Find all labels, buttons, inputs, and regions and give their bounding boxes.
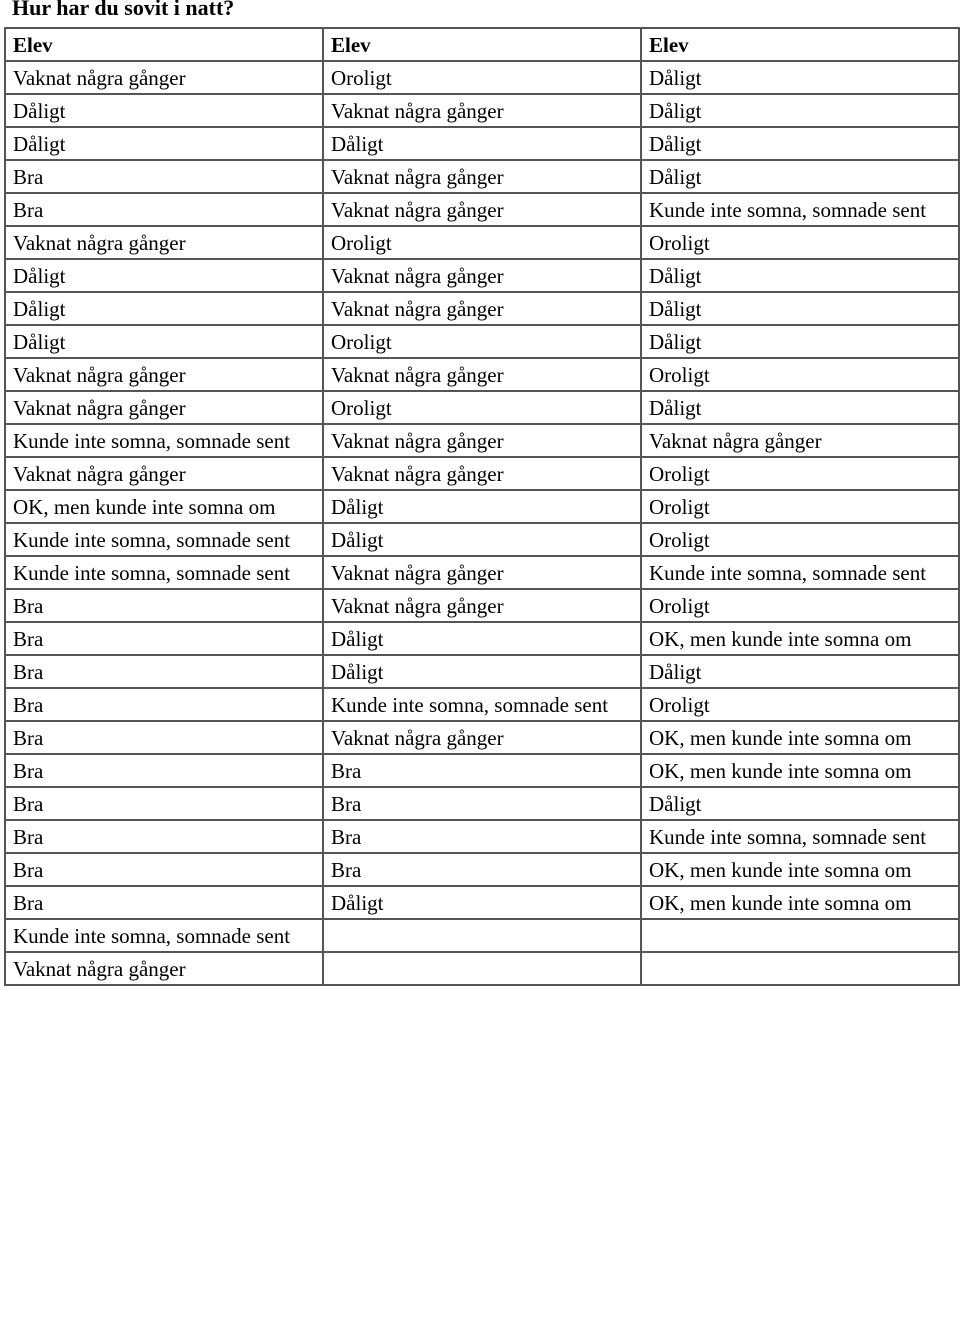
table-cell: Bra	[5, 655, 323, 688]
table-cell: Bra	[5, 193, 323, 226]
table-cell: Bra	[5, 688, 323, 721]
table-cell: OK, men kunde inte somna om	[641, 721, 959, 754]
table-cell: Oroligt	[641, 523, 959, 556]
table-row	[5, 820, 959, 853]
table-cell: Dåligt	[641, 127, 959, 160]
header-row	[5, 28, 959, 61]
table-cell: Bra	[5, 754, 323, 787]
table-cell: Bra	[5, 721, 323, 754]
table-cell: Dåligt	[5, 94, 323, 127]
table-row	[5, 292, 959, 325]
table-cell	[323, 919, 641, 952]
table-row	[5, 952, 959, 985]
table-cell: Vaknat några gånger	[323, 358, 641, 391]
table-cell	[641, 952, 959, 985]
table-row	[5, 61, 959, 94]
table-cell: Kunde inte somna, somnade sent	[5, 424, 323, 457]
table-row	[5, 787, 959, 820]
table-cell: Vaknat några gånger	[5, 952, 323, 985]
table-cell: Oroligt	[641, 688, 959, 721]
table-cell: Dåligt	[323, 490, 641, 523]
table-cell: Dåligt	[5, 259, 323, 292]
table-row	[5, 94, 959, 127]
table-cell: Oroligt	[641, 358, 959, 391]
table-cell: Dåligt	[641, 94, 959, 127]
table-cell: Kunde inte somna, somnade sent	[641, 820, 959, 853]
table-cell: Dåligt	[323, 523, 641, 556]
table-row	[5, 193, 959, 226]
table-row	[5, 556, 959, 589]
table-cell: OK, men kunde inte somna om	[641, 754, 959, 787]
table-cell: Dåligt	[641, 391, 959, 424]
sleep-survey-table	[4, 27, 960, 986]
table-cell: Kunde inte somna, somnade sent	[5, 523, 323, 556]
table-cell: Bra	[5, 589, 323, 622]
column-header-2: Elev	[323, 28, 641, 61]
table-cell: Dåligt	[641, 160, 959, 193]
table-cell: Dåligt	[641, 787, 959, 820]
table-cell: Dåligt	[5, 127, 323, 160]
table-row	[5, 886, 959, 919]
table-cell: Dåligt	[641, 259, 959, 292]
table-cell: Kunde inte somna, somnade sent	[5, 919, 323, 952]
table-cell: Vaknat några gånger	[5, 391, 323, 424]
table-cell: Kunde inte somna, somnade sent	[641, 193, 959, 226]
table-row	[5, 754, 959, 787]
table-cell	[641, 919, 959, 952]
table-cell: Bra	[5, 853, 323, 886]
column-header-3: Elev	[641, 28, 959, 61]
table-row	[5, 325, 959, 358]
table-cell: Bra	[5, 622, 323, 655]
table-row	[5, 589, 959, 622]
table-row	[5, 523, 959, 556]
table-cell: Kunde inte somna, somnade sent	[641, 556, 959, 589]
table-cell: Dåligt	[5, 292, 323, 325]
table-cell: Bra	[5, 160, 323, 193]
table-cell: Oroligt	[641, 457, 959, 490]
table-cell: Vaknat några gånger	[5, 226, 323, 259]
table-cell: Vaknat några gånger	[323, 193, 641, 226]
table-cell: Dåligt	[323, 622, 641, 655]
table-row	[5, 721, 959, 754]
table-cell: Vaknat några gånger	[323, 292, 641, 325]
table-cell: Oroligt	[641, 589, 959, 622]
table-cell: Kunde inte somna, somnade sent	[5, 556, 323, 589]
table-cell: Vaknat några gånger	[323, 556, 641, 589]
table-cell: Dåligt	[641, 325, 959, 358]
table-row	[5, 622, 959, 655]
table-row	[5, 919, 959, 952]
table-cell: Oroligt	[323, 391, 641, 424]
table-cell: Vaknat några gånger	[323, 457, 641, 490]
table-row	[5, 259, 959, 292]
table-cell: Oroligt	[641, 490, 959, 523]
table-cell: Vaknat några gånger	[323, 259, 641, 292]
table-cell: Vaknat några gånger	[5, 358, 323, 391]
table-cell: Bra	[5, 787, 323, 820]
table-cell: Oroligt	[323, 226, 641, 259]
table-cell: Vaknat några gånger	[5, 457, 323, 490]
table-row	[5, 127, 959, 160]
table-row	[5, 391, 959, 424]
table-cell: Bra	[323, 820, 641, 853]
table-cell: OK, men kunde inte somna om	[5, 490, 323, 523]
table-cell: Vaknat några gånger	[641, 424, 959, 457]
table-cell: Dåligt	[641, 61, 959, 94]
column-header-1: Elev	[5, 28, 323, 61]
table-cell: Kunde inte somna, somnade sent	[323, 688, 641, 721]
page-title: Hur har du sovit i natt?	[12, 0, 235, 20]
table-header	[5, 28, 959, 61]
table-cell: Dåligt	[323, 886, 641, 919]
table-row	[5, 160, 959, 193]
table-row	[5, 490, 959, 523]
table-row	[5, 655, 959, 688]
table-cell: Bra	[323, 853, 641, 886]
table-cell: Vaknat några gånger	[323, 589, 641, 622]
table-cell: Bra	[323, 754, 641, 787]
table-row	[5, 358, 959, 391]
table-cell: Dåligt	[323, 127, 641, 160]
table-cell: Bra	[5, 886, 323, 919]
table-row	[5, 688, 959, 721]
table-cell: Dåligt	[323, 655, 641, 688]
table-cell: Bra	[323, 787, 641, 820]
table-cell: Dåligt	[5, 325, 323, 358]
table-row	[5, 226, 959, 259]
table-cell: OK, men kunde inte somna om	[641, 886, 959, 919]
table-cell: OK, men kunde inte somna om	[641, 853, 959, 886]
table-cell: Dåligt	[641, 655, 959, 688]
table-cell: Vaknat några gånger	[323, 721, 641, 754]
table-row	[5, 457, 959, 490]
table-cell: Bra	[5, 820, 323, 853]
table-cell: Oroligt	[323, 325, 641, 358]
table-cell: Vaknat några gånger	[323, 94, 641, 127]
table-cell: Vaknat några gånger	[5, 61, 323, 94]
table-cell: Dåligt	[641, 292, 959, 325]
table-cell: Oroligt	[641, 226, 959, 259]
table-row	[5, 853, 959, 886]
table-cell: Vaknat några gånger	[323, 160, 641, 193]
table-body	[5, 61, 959, 985]
table-cell: Vaknat några gånger	[323, 424, 641, 457]
table-cell: OK, men kunde inte somna om	[641, 622, 959, 655]
table-cell: Oroligt	[323, 61, 641, 94]
table-cell	[323, 952, 641, 985]
table-row	[5, 424, 959, 457]
